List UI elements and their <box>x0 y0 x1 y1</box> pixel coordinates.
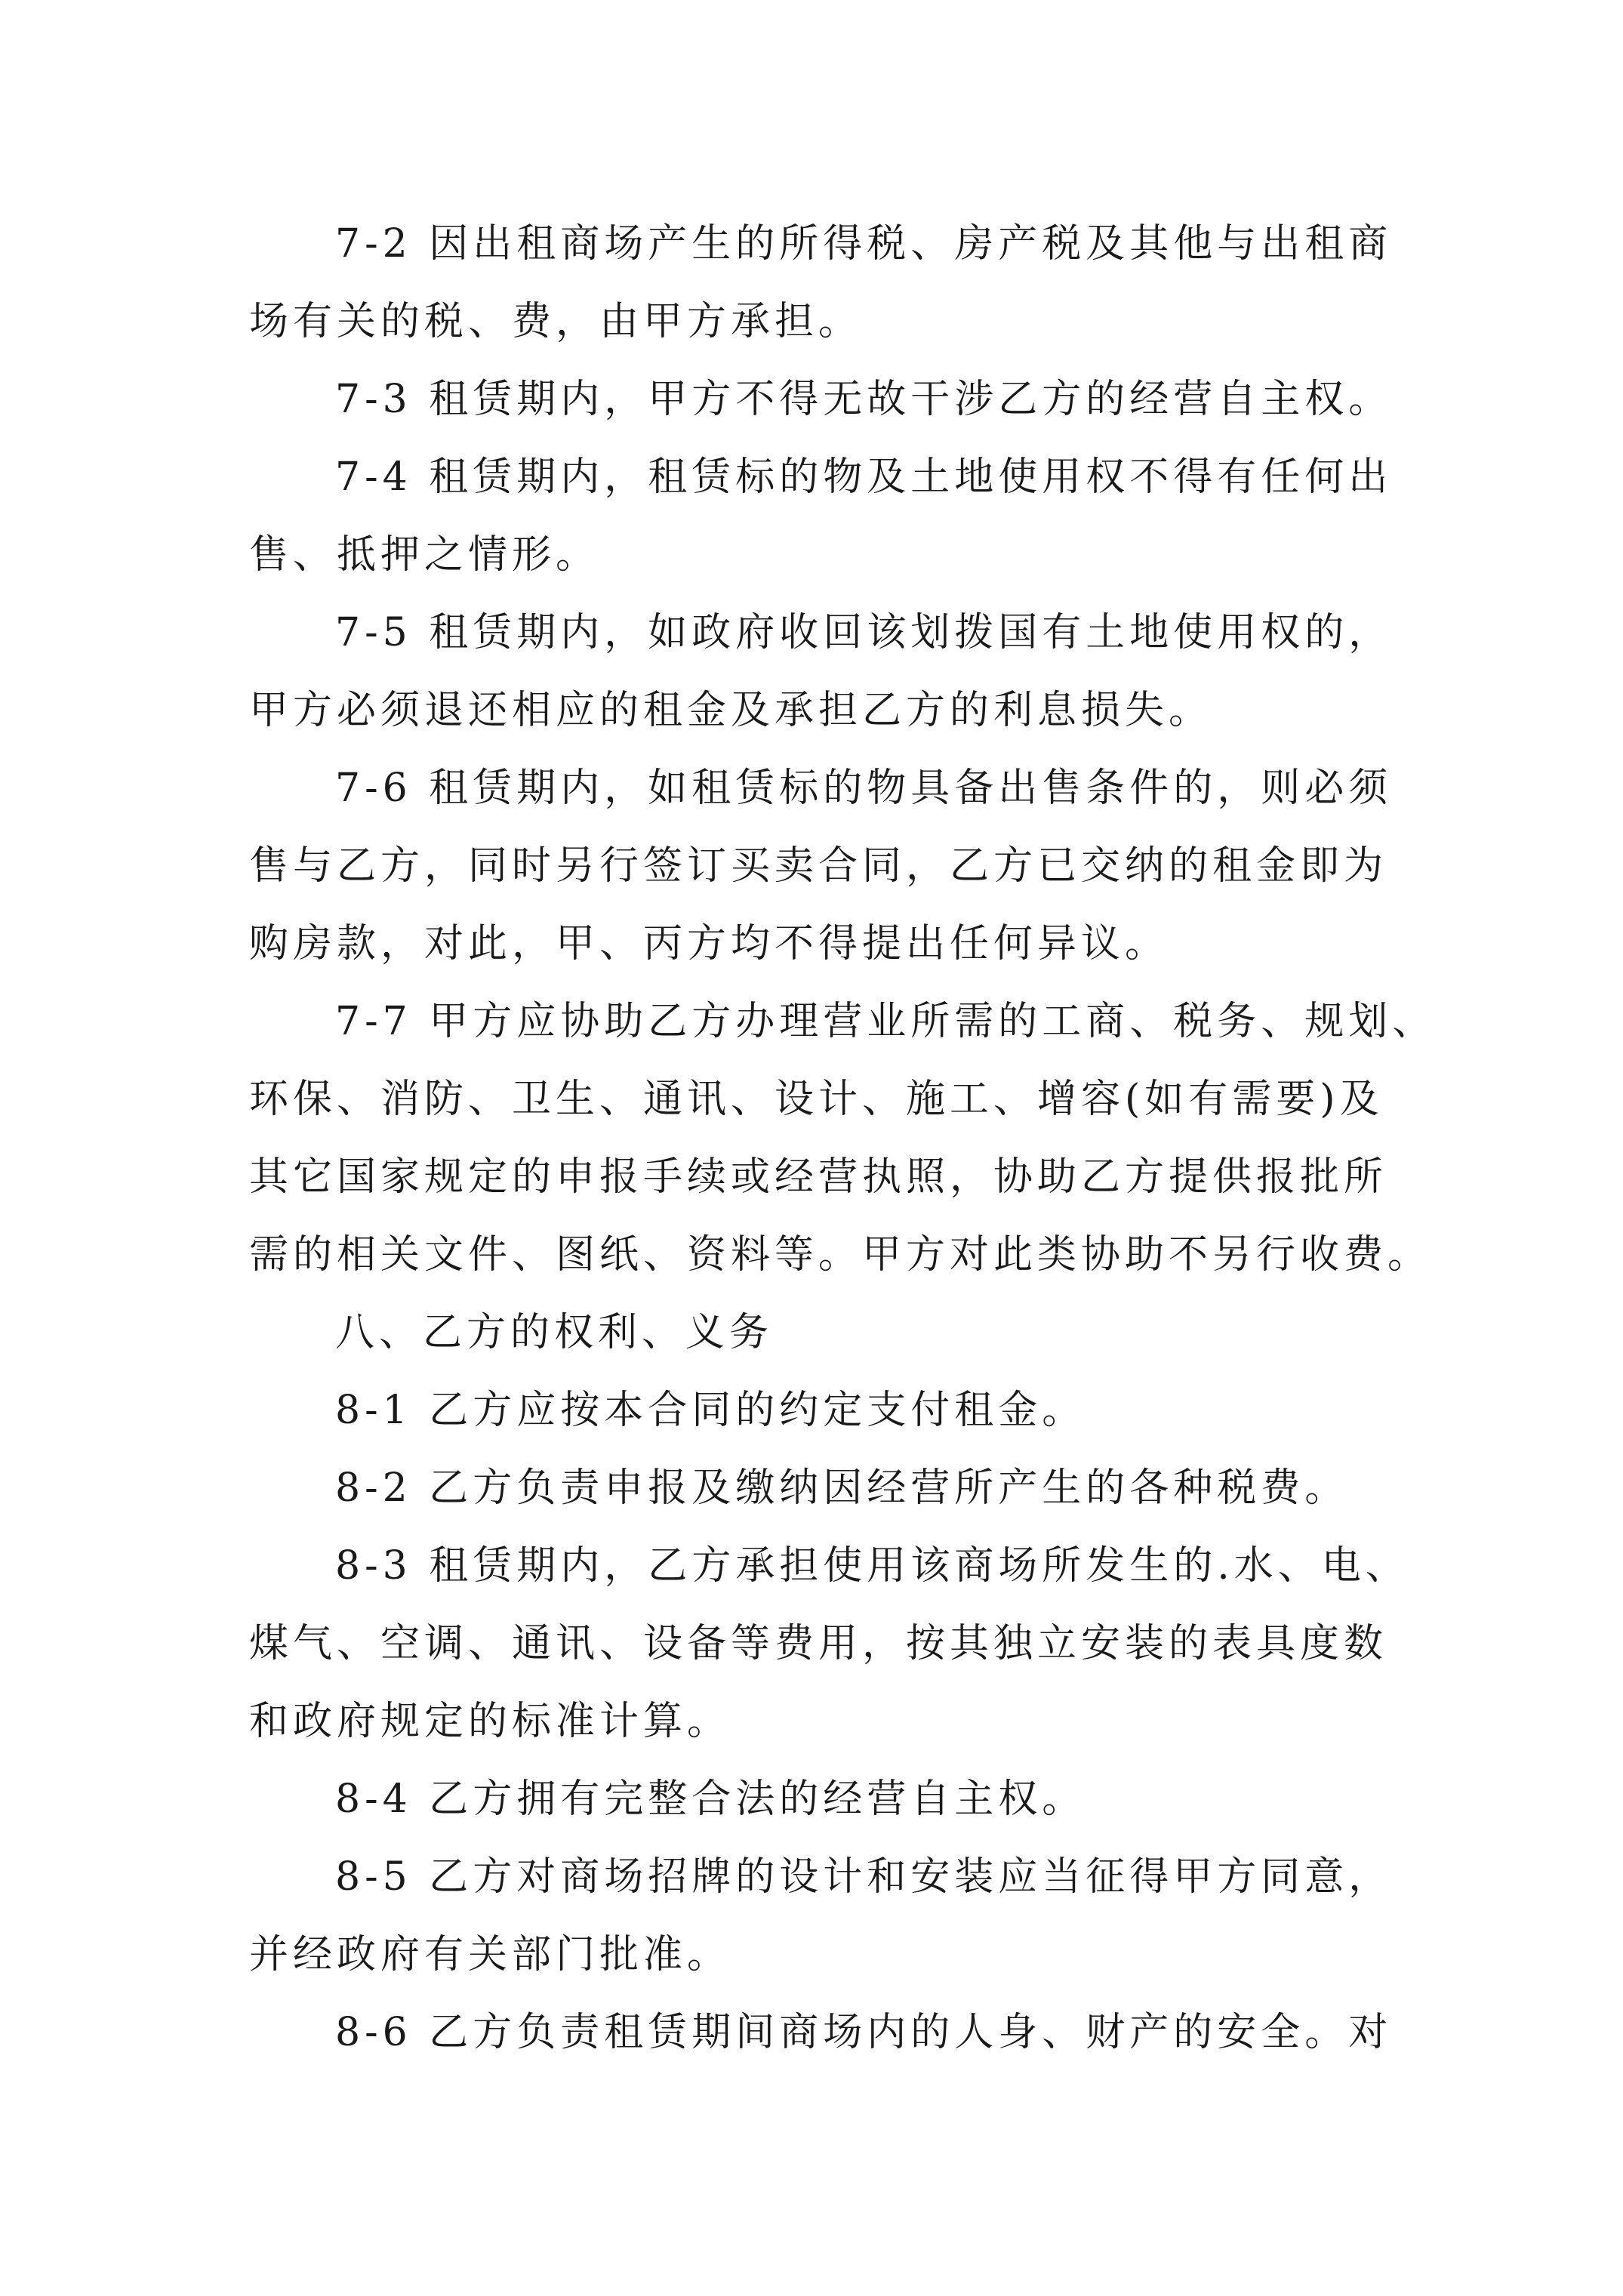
text-line: 场有关的税、费，由甲方承担。 <box>249 299 863 344</box>
text-line: 环保、消防、卫生、通讯、设计、施工、增容(如有需要)及 <box>249 1077 1384 1122</box>
text-line: 购房款，对此，甲、丙方均不得提出任何异议。 <box>249 921 1169 966</box>
text-line: 需的相关文件、图纸、资料等。甲方对此类协助不另行收费。 <box>249 1232 1432 1277</box>
text-line: 7-5 租赁期内，如政府收回该划拨国有土地使用权的， <box>335 610 1393 655</box>
text-line: 甲方必须退还相应的租金及承担乙方的利息损失。 <box>249 688 1213 733</box>
text-line: 8-4 乙方拥有完整合法的经营自主权。 <box>335 1777 1086 1822</box>
text-line: 其它国家规定的申报手续或经营执照，协助乙方提供报批所 <box>249 1154 1388 1200</box>
text-line: 售与乙方，同时另行签订买卖合同，乙方已交纳的租金即为 <box>249 843 1388 889</box>
text-line: 7-3 租赁期内，甲方不得无故干涉乙方的经营自主权。 <box>335 377 1393 422</box>
text-line: 8-3 租赁期内，乙方承担使用该商场所发生的.水、电、 <box>335 1543 1409 1589</box>
text-line: 8-6 乙方负责租赁期间商场内的人身、财产的安全。对 <box>335 2010 1393 2055</box>
text-line: 8-1 乙方应按本合同的约定支付租金。 <box>335 1388 1086 1433</box>
section-heading: 八、乙方的权利、义务 <box>335 1310 774 1355</box>
text-line: 8-5 乙方对商场招牌的设计和安装应当征得甲方同意， <box>335 1854 1393 1900</box>
text-line: 煤气、空调、通讯、设备等费用，按其独立安装的表具度数 <box>249 1621 1388 1666</box>
text-line: 8-2 乙方负责申报及缴纳因经营所产生的各种税费。 <box>335 1465 1349 1511</box>
text-line: 并经政府有关部门批准。 <box>249 1932 731 1977</box>
text-line: 7-4 租赁期内，租赁标的物及土地使用权不得有任何出 <box>335 455 1393 500</box>
text-line: 7-6 租赁期内，如租赁标的物具备出售条件的，则必须 <box>335 766 1393 811</box>
text-line: 和政府规定的标准计算。 <box>249 1699 731 1744</box>
text-line: 7-7 甲方应协助乙方办理营业所需的工商、税务、规划、 <box>335 999 1437 1044</box>
document-body <box>249 205 1437 2072</box>
text-line: 售、抵押之情形。 <box>249 532 600 578</box>
text-line: 7-2 因出租商场产生的所得税、房产税及其他与出租商 <box>335 221 1393 267</box>
